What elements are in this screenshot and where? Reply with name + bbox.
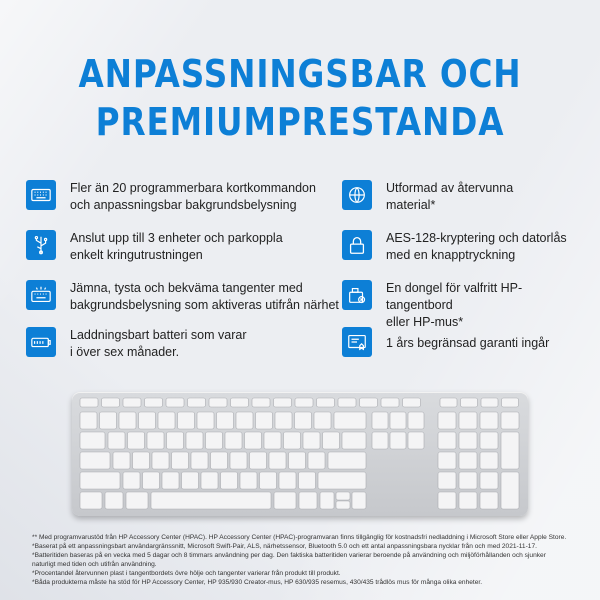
keycap: [80, 472, 120, 489]
keycap: [438, 492, 456, 509]
keycap: [105, 492, 123, 509]
feature-text-line: material*: [386, 198, 436, 212]
keycap: [152, 452, 169, 469]
keycap: [314, 412, 331, 429]
feature-text-line: eller HP-mus*: [386, 315, 464, 329]
keycap: [158, 412, 175, 429]
keycap: [108, 432, 125, 449]
keycap: [328, 452, 366, 469]
feature-text-line: 1 års begränsad garanti ingår: [386, 336, 550, 350]
feature-text-line: Jämna, tysta och bekväma tangenter med: [70, 281, 303, 295]
keyboard-icon: [26, 180, 56, 210]
recycled-globe-icon: [342, 180, 372, 210]
keycap: [100, 412, 117, 429]
keycap: [275, 412, 292, 429]
keycap: [113, 452, 130, 469]
keycap: [342, 432, 366, 449]
keycap: [166, 398, 184, 407]
feature-text-line: och anpassningsbar bakgrundsbelysning: [70, 198, 297, 212]
keycap: [360, 398, 378, 407]
keycap: [274, 398, 292, 407]
keycap: [240, 472, 257, 489]
feature-battery: [26, 327, 246, 361]
keycap: [252, 398, 270, 407]
feature-text-line: En dongel för valfritt HP-tangentbord: [386, 281, 523, 312]
footnote: *Procentandel återvunnen plast i tangentbordets övre hölje och tangenter varierar från produkt till produkt.: [32, 570, 341, 577]
keycap: [197, 412, 214, 429]
keycap: [481, 398, 498, 407]
keycap: [274, 492, 296, 509]
keycap: [459, 492, 477, 509]
keycap: [128, 432, 145, 449]
keycap: [440, 398, 457, 407]
keycap: [256, 412, 273, 429]
keycap: [178, 412, 195, 429]
keycap: [408, 412, 424, 429]
keycap: [151, 492, 271, 509]
usb-icon: [26, 230, 56, 260]
keycap: [80, 432, 105, 449]
feature-text-line: Fler än 20 programmerbara kortkommandon: [70, 181, 316, 195]
dongle-icon: [342, 280, 372, 310]
keycap: [303, 432, 320, 449]
keycap: [336, 501, 350, 509]
keycap: [480, 452, 498, 469]
keycap: [480, 432, 498, 449]
keycap: [480, 472, 498, 489]
footnote: *Båda produkterna måste ha stöd för HP Accessory Center, HP 935/930 Creator-mus, HP 630/935 resemus, 430/435 trådlös mus för många olika enheter.: [32, 579, 483, 586]
keycap: [279, 472, 296, 489]
keycap: [172, 452, 189, 469]
keyboard-keys-illustration: [72, 392, 528, 516]
footnote: *Batteritiden baseras på en vecka med 5 dagar och 8 timmars användning per dag. Den faktiska batteritiden varierar beroende på användning och miljöförhållanden och sjunker: [32, 552, 546, 559]
keycap: [231, 398, 249, 407]
keycap: [320, 492, 334, 509]
keycap: [390, 432, 406, 449]
keycap: [139, 412, 156, 429]
keycap: [381, 398, 399, 407]
keycap: [201, 472, 218, 489]
feature-multi-device: [26, 230, 283, 264]
feature-text-line: bakgrundsbelysning som aktiveras utifrån närhet: [70, 298, 339, 312]
feature-recycled: [342, 180, 513, 214]
keycap: [250, 452, 267, 469]
keycap: [269, 452, 286, 469]
keycap: [459, 452, 477, 469]
keycap: [145, 398, 163, 407]
page-title: [42, 50, 558, 146]
warranty-icon: [342, 327, 372, 357]
keycap: [308, 452, 325, 469]
keycap: [162, 472, 179, 489]
backlit-keyboard-icon: [26, 280, 56, 310]
keycap: [323, 432, 340, 449]
keycap: [211, 452, 228, 469]
keycap: [147, 432, 164, 449]
keycap: [372, 412, 388, 429]
keycap: [102, 398, 120, 407]
keycap: [480, 412, 498, 429]
keycap: [408, 432, 424, 449]
keycap: [264, 432, 281, 449]
keycap: [119, 412, 136, 429]
feature-warranty: [342, 327, 549, 357]
keycap: [289, 452, 306, 469]
keycap: [461, 398, 478, 407]
keycap: [336, 492, 350, 500]
keycap: [295, 412, 312, 429]
feature-encryption: [342, 230, 567, 264]
keycap: [299, 472, 316, 489]
keycap: [334, 412, 366, 429]
keycap: [188, 398, 206, 407]
keycap: [403, 398, 421, 407]
battery-icon: [26, 327, 56, 357]
feature-backlight: [26, 280, 339, 314]
lock-icon: [342, 230, 372, 260]
keycap: [123, 398, 141, 407]
keycap: [191, 452, 208, 469]
keycap: [182, 472, 199, 489]
keycap: [299, 492, 317, 509]
keycap: [260, 472, 277, 489]
keycap: [209, 398, 227, 407]
keycap: [143, 472, 160, 489]
keycap: [221, 472, 238, 489]
keycap: [501, 432, 519, 469]
keyboard-product-image: [72, 392, 528, 516]
keycap: [217, 412, 234, 429]
keycap: [230, 452, 247, 469]
keycap: [501, 412, 519, 429]
keycap: [225, 432, 242, 449]
keycap: [372, 432, 388, 449]
keycap: [295, 398, 313, 407]
keycap: [126, 492, 148, 509]
keycap: [317, 398, 335, 407]
keycap: [438, 472, 456, 489]
keycap: [206, 432, 223, 449]
keycap: [459, 472, 477, 489]
keycap: [284, 432, 301, 449]
keycap: [123, 472, 140, 489]
feature-text-line: med en knapptryckning: [386, 248, 516, 262]
feature-text-line: i över sex månader.: [70, 345, 180, 359]
keycap: [245, 432, 262, 449]
keycap: [80, 452, 110, 469]
keycap: [318, 472, 366, 489]
keycap: [480, 492, 498, 509]
keycap: [501, 472, 519, 509]
keycap: [502, 398, 519, 407]
keycap: [80, 398, 98, 407]
headline-line-1: ANPASSNINGSBAR OCH: [78, 52, 522, 96]
keycap: [80, 412, 97, 429]
footnotes: [32, 533, 580, 587]
keycap: [459, 432, 477, 449]
feature-text-line: Anslut upp till 3 enheter och parkoppla: [70, 231, 283, 245]
footnote: ** Med programvarustöd från HP Accessory Center (HPAC). HP Accessory Center (HPAC)-programvaran finns tillgänglig för kostnadsfri nedladdning i Microsoft Store eller Apple Store.: [32, 534, 567, 541]
keycap: [352, 492, 366, 509]
feature-text-line: enkelt kringutrustningen: [70, 248, 203, 262]
feature-dongle: [342, 280, 586, 331]
footnote: naturligt med tiden och utifrån användning.: [32, 561, 157, 568]
keycap: [338, 398, 356, 407]
feature-text-line: AES-128-kryptering och datorlås: [386, 231, 567, 245]
feature-shortcuts: [26, 180, 316, 214]
feature-text-line: Laddningsbart batteri som varar: [70, 328, 247, 342]
keycap: [186, 432, 203, 449]
feature-text-line: Utformad av återvunna: [386, 181, 514, 195]
keycap: [438, 432, 456, 449]
keycap: [438, 452, 456, 469]
footnote: *Baserat på ett anpassningsbart användargränssnitt, Microsoft Swift-Pair, ALS, närhetssensor, Bluetooth 5.0 och ett antal anpassningsbara nycklar från och med 2021-11-17.: [32, 543, 537, 550]
keycap: [459, 412, 477, 429]
keycap: [80, 492, 102, 509]
keycap: [390, 412, 406, 429]
keycap: [167, 432, 184, 449]
keycap: [133, 452, 150, 469]
headline-line-2: PREMIUMPRESTANDA: [95, 100, 505, 144]
keycap: [438, 412, 456, 429]
keycap: [236, 412, 253, 429]
